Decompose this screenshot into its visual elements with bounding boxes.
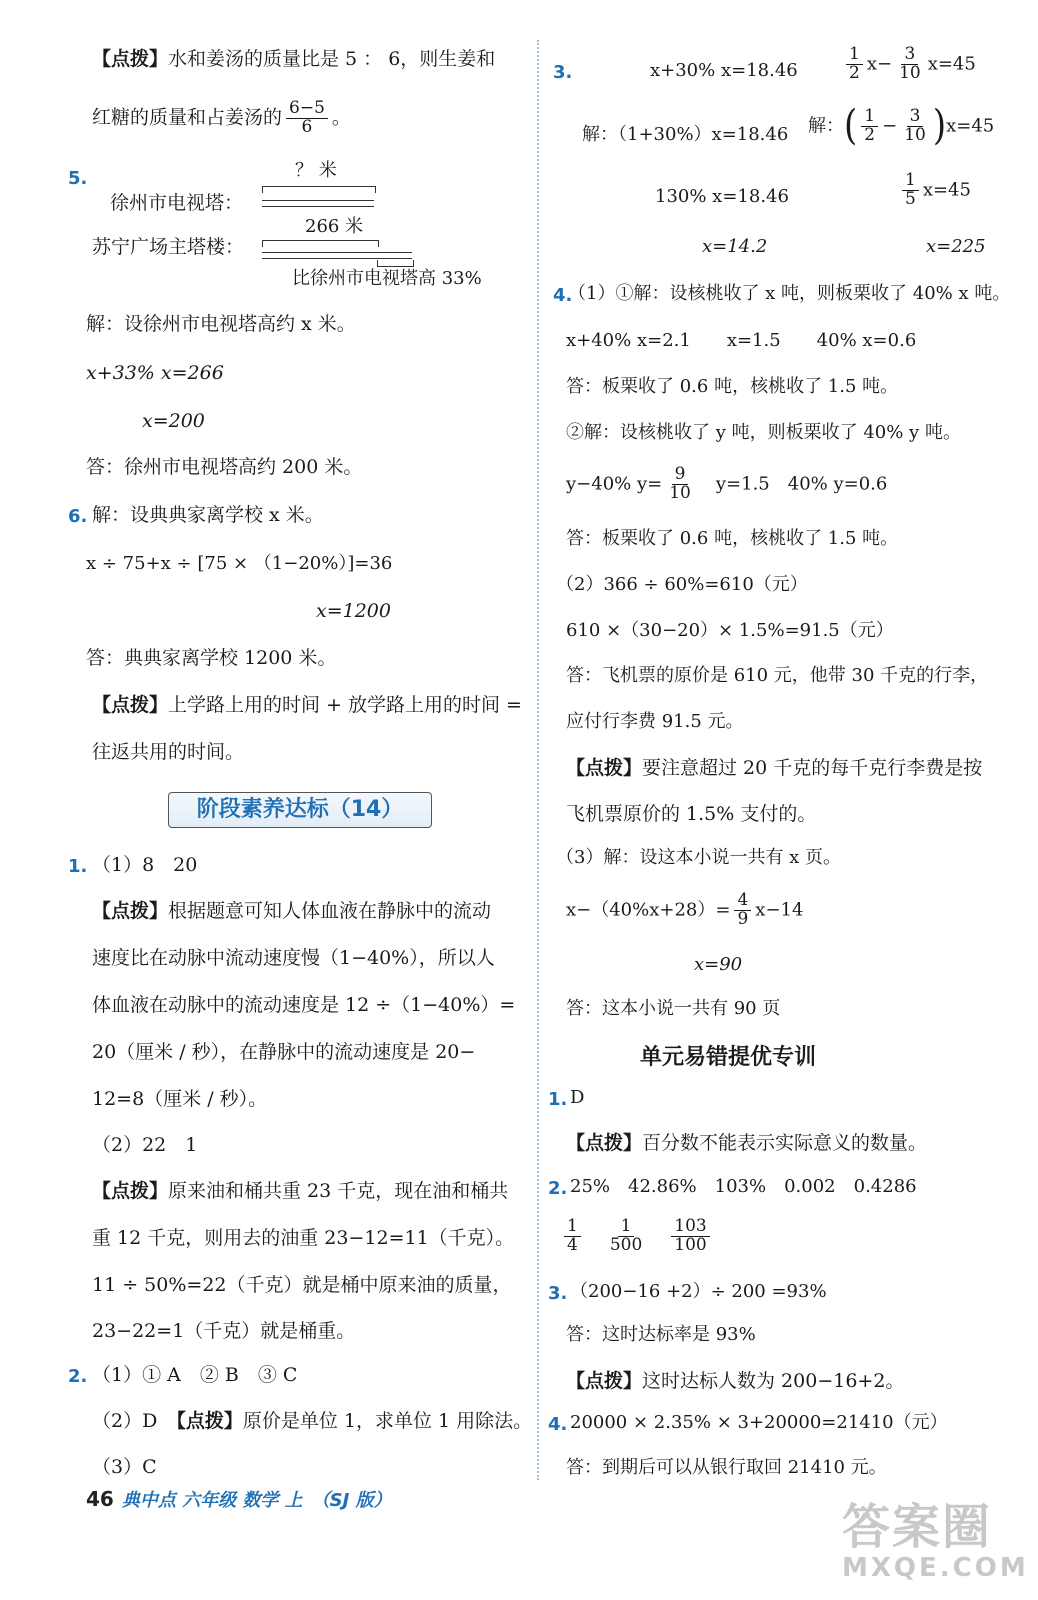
- answer-line: （1）① A ② B ③ C: [92, 1364, 298, 1386]
- tip-line-cont: 重 12 千克，则用去的油重 23−12=11（千克）。: [92, 1227, 515, 1249]
- equation-line: （2）366 ÷ 60%=610（元）: [556, 574, 808, 595]
- equation-result: x=200: [142, 410, 205, 432]
- diagram-bar-2b: [262, 258, 412, 259]
- tip-line: 【点拨】这时达标人数为 200−16+2。: [566, 1370, 905, 1392]
- answer-line: 25% 42.86% 103% 0.002 0.4286: [570, 1176, 917, 1197]
- answer-line: 答：板栗收了 0.6 吨，核桃收了 1.5 吨。: [566, 376, 899, 397]
- question-number: 3.: [548, 1283, 568, 1304]
- question-number: 2.: [548, 1178, 568, 1199]
- diagram-tower2-label: 苏宁广场主塔楼：: [92, 236, 245, 258]
- question-number: 6.: [68, 506, 88, 527]
- tip-line-cont: 速度比在动脉中流动速度慢（1−40%），所以人: [92, 947, 495, 969]
- answer-line: 答：这本小说一共有 90 页: [566, 998, 781, 1019]
- equation-line: （200−16 +2）÷ 200 =93%: [570, 1281, 827, 1302]
- question-number: 5.: [68, 168, 88, 189]
- equation-line: x+30% x=18.46: [650, 60, 798, 81]
- equation-line: 610 ×（30−20）× 1.5%=91.5（元）: [566, 620, 894, 641]
- diagram-bar-2: [262, 252, 412, 253]
- question-number: 4.: [548, 1414, 568, 1435]
- answer-line: （2）D 【点拨】原价是单位 1，求单位 1 用除法。: [92, 1410, 533, 1432]
- answer-line: （1）8 20: [92, 854, 198, 876]
- tip-line: 【点拨】要注意超过 20 千克的每千克行李费是按: [566, 757, 983, 779]
- tip-line-cont: 11 ÷ 50%=22（千克）就是桶中原来油的质量，: [92, 1274, 512, 1296]
- solution-line: 解：（1+30%）x=18.46: [582, 124, 789, 145]
- answer-line: （2）22 1: [92, 1134, 198, 1156]
- tip-line-cont: 23−22=1（千克）就是桶重。: [92, 1320, 356, 1342]
- diagram-brace-3: [377, 260, 414, 267]
- answer-line: 答：徐州市电视塔高约 200 米。: [86, 456, 363, 478]
- section-banner: 阶段素养达标（14）: [168, 792, 432, 828]
- tip-line-cont: 12=8（厘米 / 秒）。: [92, 1088, 268, 1110]
- diagram-higher-label: 比徐州市电视塔高 33%: [292, 268, 482, 289]
- book-series: 典中点 六年级 数学 上 （SJ 版）: [121, 1490, 392, 1511]
- equation-result: x=225: [926, 236, 986, 257]
- equation-line: x−（40%x+28）= $\frac{4}{9}$ x−14: [566, 890, 804, 929]
- tip-line: 【点拨】水和姜汤的质量比是 5 ： 6，则生姜和: [92, 48, 496, 70]
- solution-line: 130% x=18.46: [655, 186, 789, 207]
- equation-line: x ÷ 75+x ÷ [75 × （1−20%）]=36: [86, 553, 393, 574]
- watermark-logo: 答案圈 MXQE.COM: [842, 1499, 1029, 1583]
- tip-line: 【点拨】百分数不能表示实际意义的数量。: [566, 1132, 928, 1154]
- tip-line: 【点拨】原来油和桶共重 23 千克，现在油和桶共: [92, 1180, 509, 1202]
- equation-line: y−40% y= $\frac{9}{10}$ y=1.5 40% y=0.6: [566, 464, 888, 503]
- equation-line: 20000 × 2.35% × 3+20000=21410（元）: [570, 1412, 948, 1433]
- solution-line: $\frac{1}{5}$ x=45: [898, 172, 971, 209]
- equation-result: x=90: [694, 954, 743, 975]
- answer-line: 答：到期后可以从银行取回 21410 元。: [566, 1457, 887, 1478]
- column-divider: [537, 40, 539, 1480]
- equation-line: x+33% x=266: [86, 362, 224, 384]
- question-number: 1.: [548, 1089, 568, 1110]
- answer-line: 答：飞机票的原价是 610 元，他带 30 千克的行李，: [566, 665, 989, 686]
- page-footer: [86, 1486, 392, 1512]
- diagram-266-label: 266 米: [305, 216, 364, 237]
- tip-line-2: 红糖的质量和占姜汤的 $\frac{6-5}{6}$ 。: [92, 98, 351, 137]
- diagram-bar-1b: [262, 206, 374, 207]
- diagram-unknown-label: ？ 米: [295, 160, 337, 181]
- equation-result: x=1200: [316, 600, 391, 622]
- tip-line-cont: 飞机票原价的 1.5% 支付的。: [566, 803, 817, 825]
- solution-line: 解：( $\frac{1}{2}$ − $\frac{3}{10}$ )x=45: [808, 102, 995, 151]
- page-number: 46: [86, 1487, 114, 1511]
- solution-line: ②解：设核桃收了 y 吨，则板栗收了 40% y 吨。: [566, 422, 961, 443]
- tip-line-cont: 20（厘米 / 秒），在静脉中的流动速度是 20−: [92, 1041, 476, 1063]
- answer-line: （3）C: [92, 1456, 157, 1478]
- equation-line: $\frac{1}{2}$ x− $\frac{3}{10}$ x=45: [842, 46, 976, 83]
- question-number: 2.: [68, 1366, 88, 1387]
- answer-line: 应付行李费 91.5 元。: [566, 711, 744, 732]
- equation-result: x=14.2: [702, 236, 768, 257]
- section-title: 单元易错提优专训: [640, 1045, 817, 1070]
- fraction-row: $\frac{1}{4}$ $\frac{1}{500}$ $\frac{103}{100}$: [560, 1218, 714, 1255]
- fraction: $\frac{6-5}{6}$: [286, 100, 328, 137]
- tip-label: 【点拨】: [92, 48, 169, 70]
- answer-line: D: [570, 1087, 585, 1108]
- diagram-brace-2: [262, 240, 379, 247]
- diagram-bar-1: [262, 200, 374, 201]
- answer-line: 答：板栗收了 0.6 吨，核桃收了 1.5 吨。: [566, 528, 899, 549]
- question-number: 3.: [553, 62, 573, 83]
- answer-line: 答：典典家离学校 1200 米。: [86, 647, 337, 669]
- tip-line-cont: 往返共用的时间。: [92, 741, 245, 763]
- diagram-tower1-label: 徐州市电视塔：: [110, 192, 244, 214]
- tip-line-cont: 体血液在动脉中的流动速度是 12 ÷（1−40%）=: [92, 994, 516, 1016]
- equation-line: x+40% x=2.1 x=1.5 40% x=0.6: [566, 330, 917, 351]
- solution-line: （3）解：设这本小说一共有 x 页。: [556, 847, 842, 868]
- diagram-brace: [262, 186, 376, 193]
- tip-line: 【点拨】上学路上用的时间 + 放学路上用的时间 =: [92, 694, 522, 716]
- question-number: 4.: [553, 285, 573, 306]
- solution-line: 解：设徐州市电视塔高约 x 米。: [86, 313, 356, 335]
- answer-line: 答：这时达标率是 93%: [566, 1324, 756, 1345]
- solution-line: 解：设典典家离学校 x 米。: [92, 504, 324, 526]
- tip-line: 【点拨】根据题意可知人体血液在静脉中的流动: [92, 900, 492, 922]
- question-number: 1.: [68, 856, 88, 877]
- solution-line: （1）①解：设核桃收了 x 吨，则板栗收了 40% x 吨。: [568, 283, 1011, 304]
